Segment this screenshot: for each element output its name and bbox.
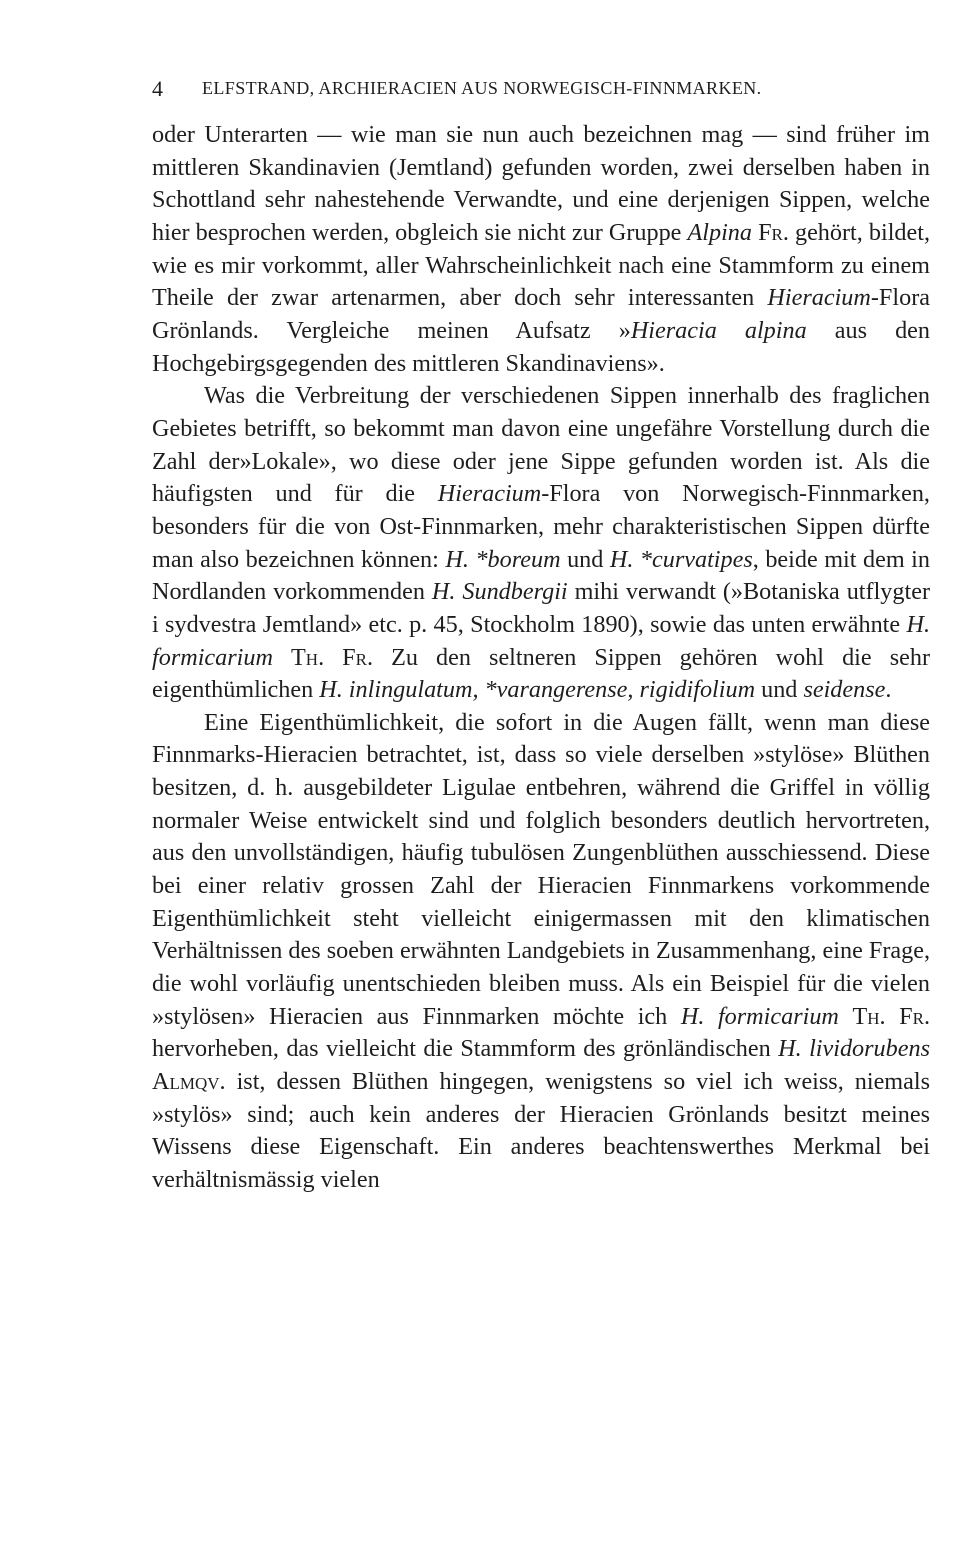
text-segment: Was die Verbreitung der verschiedenen Sippen innerhalb des fraglichen Gebietes betrifft, so bekommt man davon eine ungefähre Vorstellung durch die Zahl der»Lokale», wo diese oder jene Sippe gefunden worden ist. Als die häufigsten und für die — [152, 382, 930, 508]
taxon-name: seidense — [803, 676, 886, 704]
text-segment: Zu den seltneren Sippen gehören wohl die sehr eigenthümlichen — [152, 643, 931, 704]
text-segment: und — [755, 676, 804, 704]
paragraph-1 — [152, 119, 930, 380]
text-segment: -Flora Grönlands. Vergleiche meinen Aufsatz » — [152, 284, 930, 344]
text-segment: oder Unterarten — wie man sie nun auch bezeichnen mag — sind früher im mittleren Skandinavien (Jemtland) gefunden worden, zwei derselben haben in Schottland sehr nahestehende Verwandte, und eine derjenigen Sippen, welche hier besprochen werden, obgleich sie nicht zur Gruppe — [152, 121, 930, 246]
text-segment: hervorheben, das vielleicht die Stammform des grönländischen — [152, 1035, 779, 1063]
taxon-name: H. Sundbergii — [431, 578, 568, 606]
publication-title: Hieracia alpina — [630, 316, 807, 344]
text-segment: ist, dessen Blüthen hingegen, wenigstens so viel ich weiss, niemals »stylös» sind; auch kein anderes der Hieracien Grönlands besitzt meines Wissens diese Eigenschaft. Ein anderes beachtenswerthes Merkmal bei verhältnismässig vielen — [152, 1068, 930, 1193]
author-abbreviation: Th. Fr. — [291, 643, 374, 671]
paragraph-3 — [152, 707, 930, 1197]
taxon-name: Hieracium — [437, 480, 542, 508]
taxon-name: Hieracium — [767, 284, 871, 312]
taxon-name: H. *boreum — [445, 545, 561, 573]
author-abbreviation: Almqv. — [152, 1068, 226, 1096]
text-segment: -Flora von Norwegisch-Finnmarken, besonders für die von Ost-Finnmarken, mehr charakteristischen Sippen dürfte man also bezeichnen können: — [152, 480, 930, 573]
author-abbreviation: Fr. — [758, 218, 789, 246]
text-segment: , beide mit dem in Nordlanden vorkommenden — [152, 545, 930, 606]
text-segment: . — [885, 676, 892, 704]
taxon-name: Alpina — [687, 218, 752, 246]
taxon-name: H. formicarium — [680, 1002, 839, 1030]
taxon-name: H. inlingulatum, *varangerense, rigidifolium — [319, 676, 756, 704]
running-header — [152, 74, 930, 106]
taxon-name: H. *curvatipes — [609, 545, 753, 573]
taxon-name: H. formicarium — [152, 610, 930, 671]
text-segment: Eine Eigenthümlichkeit, die sofort in die Augen fällt, wenn man diese Finnmarks-Hieracien betrachtet, ist, dass so viele derselben »stylöse» Blüthen besitzen, d. h. ausgebildeter Ligulae entbehren, während die Griffel in völlig normaler Weise entwickelt sind und folglich besonders deutlich hervortreten, aus den unvollständigen, häufig tubulösen Zungenblüthen ausschiessend. Diese bei einer relativ grossen Zahl der Hieracien Finnmarkens vorkommende Eigenthümlichkeit steht vielleicht einigermassen mit den klimatischen Verhältnissen des soeben erwähnten Landgebiets in Zusammenhang, eine Frage, die wohl vorläufig unentschieden bleiben muss. Als ein Beispiel für die vielen »stylösen» Hieracien aus Finnmarken möchte ich — [152, 708, 930, 1030]
text-segment: und — [560, 545, 610, 573]
paragraph-2 — [152, 380, 930, 707]
taxon-name: H. lividorubens — [778, 1035, 930, 1063]
author-abbreviation: Th. Fr. — [852, 1002, 931, 1030]
text-segment: mihi verwandt (»Botaniska utflygter i sydvestra Jemtland» etc. p. 45, Stockholm 1890), sowie das unten erwähnte — [152, 578, 931, 638]
running-title: ELFSTRAND, ARCHIERACIEN AUS NORWEGISCH-FINNMARKEN. — [202, 78, 762, 98]
body-text — [152, 119, 930, 1197]
page-number: 4 — [152, 76, 164, 101]
text-segment: gehört, bildet, wie es mir vorkommt, aller Wahrscheinlichkeit nach eine Stammform zu einem Theile der zwar artenarmen, aber doch sehr interessanten — [152, 218, 931, 312]
text-segment: aus den Hochgebirgsgegenden des mittleren Skandinaviens». — [152, 316, 930, 377]
